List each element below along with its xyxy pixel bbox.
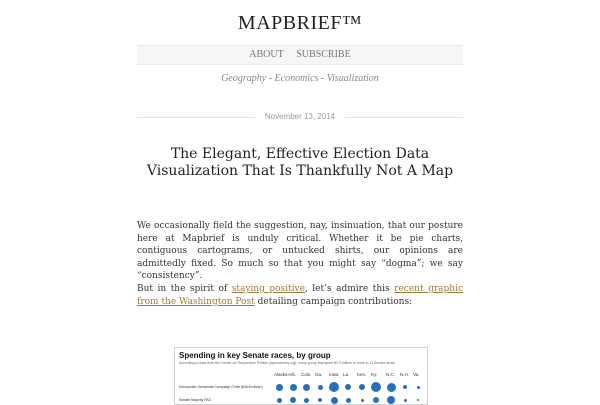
graphic-state-ken: Ken. <box>357 372 367 377</box>
graphic-state-la: La. <box>343 372 350 377</box>
graphic-bubble <box>417 399 419 401</box>
p2-text-mid: , let’s admire this <box>304 284 395 294</box>
post-date: November 13, 2014 <box>264 112 336 121</box>
graphic-state-ark: Ark. <box>288 372 297 377</box>
graphic-state-colo: Colo. <box>301 372 312 377</box>
nav-subscribe-link[interactable]: SUBSCRIBE <box>296 49 351 60</box>
date-divider-right <box>345 117 463 118</box>
main-nav <box>137 45 463 65</box>
graphic-bubble <box>371 382 381 392</box>
p2-text-end: detailing campaign contributions: <box>254 296 413 307</box>
graphic-state-ky: Ky. <box>371 372 378 377</box>
post-title: The Elegant, Effective Election Data Visualization That Is Thankfully Not A Map <box>146 146 454 179</box>
graphic-bubble <box>277 398 282 403</box>
post-paragraph-2 <box>137 283 463 308</box>
graphic-row-label: Senate Majority PAC <box>179 398 212 402</box>
graphic-bubble <box>318 385 323 390</box>
graphic-bubble <box>276 384 283 391</box>
graphic-bubble <box>359 384 365 390</box>
graphic-bubble <box>404 399 407 402</box>
graphic-bubble <box>387 383 396 392</box>
nav-about-link[interactable]: ABOUT <box>249 49 284 60</box>
graphic-bubble <box>290 384 297 391</box>
graphic-state-alaska: Alaska <box>274 372 288 377</box>
graphic-state-iowa: Iowa <box>329 372 339 377</box>
graphic-bubble <box>331 397 338 404</box>
p2-text-start: But in the spirit of <box>137 284 232 294</box>
graphic-row-label: Democratic Senatorial Campaign Cmte ($46.8 million) <box>179 385 263 389</box>
graphic-state-nh: N.H. <box>400 372 409 377</box>
site-tagline: Geography - Economics - Visualization <box>221 73 379 84</box>
site-title[interactable]: MAPBRIEF™ <box>237 12 363 34</box>
graphic-bubble <box>303 384 310 391</box>
graphic-bubble <box>345 384 351 390</box>
post-paragraph-1: We occasionally field the suggestion, nay, insinuation, that our posture here at Mapbrief is unduly critical. Whether it be pie charts, contiguous cartograms, or untucked shirts, our opinions are admittedly fixed. So much so that you might say “dogma”; we say “consistency”. <box>137 221 463 281</box>
graphic-bubble <box>329 382 339 392</box>
graphic-bubble <box>290 397 296 403</box>
washington-post-graphic-link[interactable]: recent graphic from the Washington Post <box>137 284 463 307</box>
graphic-bubble <box>318 398 322 402</box>
graphic-state-headers <box>175 372 427 380</box>
graphic-state-va: Va. <box>413 372 420 377</box>
graphic-state-nc: N.C. <box>386 372 395 377</box>
graphic-bubble <box>417 386 420 389</box>
graphic-bubble <box>304 398 309 403</box>
graphic-bubble <box>346 398 351 403</box>
graphic-subtitle: According to data from the Center for Responsive Politics (opensecrets.org); every group that spent $2.5 million or more in 11 Senate races. <box>179 361 396 365</box>
post-date-row <box>137 111 463 123</box>
graphic-bubble <box>403 385 407 389</box>
embedded-graphic <box>174 347 428 405</box>
graphic-title: Spending in key Senate races, by group <box>179 351 331 360</box>
graphic-state-ga: Ga. <box>315 372 323 377</box>
graphic-bubble <box>387 396 395 404</box>
graphic-bubble <box>373 397 379 403</box>
graphic-bubble <box>361 399 364 402</box>
staying-positive-link[interactable]: staying positive <box>231 284 305 294</box>
